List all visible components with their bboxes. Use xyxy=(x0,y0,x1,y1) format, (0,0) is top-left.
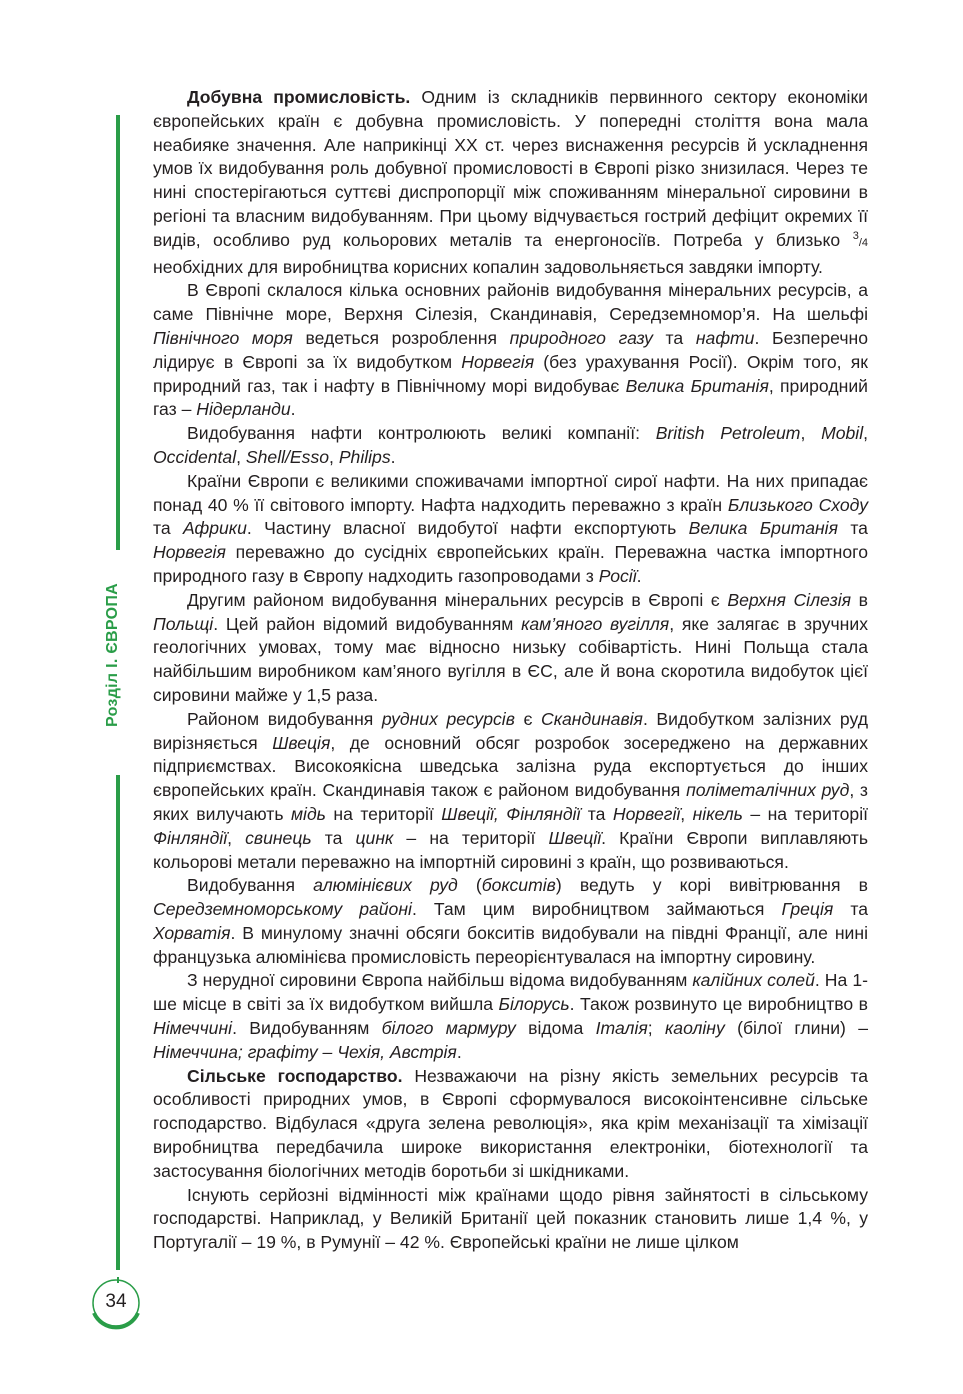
italic-term: Occidental xyxy=(153,446,237,467)
text-run: , xyxy=(329,446,339,467)
text-run: . Частину власної видобутої нафти експортують xyxy=(246,518,689,539)
heading-agriculture: Сільське господарство. xyxy=(187,1065,403,1086)
text-run: та xyxy=(833,899,868,920)
italic-term: Норвегія xyxy=(153,542,226,563)
text-run: Районом видобування xyxy=(187,708,382,729)
paragraph-mining-regions xyxy=(153,279,868,422)
fraction-numerator: 3 xyxy=(852,229,859,242)
paragraph-agriculture xyxy=(153,1065,868,1184)
italic-term: Велика Британія xyxy=(625,375,769,396)
text-run: Незважаючи на різну якість земельних ресурсів та особливості природних умов, в Європі сформувалося високоінтенсивне сільське господарство. Відбулася «друга зелена революція», яка крім механізації та хімізації виробництва передбачила широке використання електроніки, біотехнології та застосування біологічних методів боротьби зі шкідниками. xyxy=(153,1065,868,1181)
text-run: . Також розвинуто це виробництво в xyxy=(569,994,868,1015)
text-run: та xyxy=(580,803,613,824)
italic-term: British Petroleum xyxy=(655,423,801,444)
heading-mining: Добувна промисловість. xyxy=(187,87,411,107)
italic-term: Білорусь xyxy=(498,994,570,1015)
text-run: необхідних для виробництва корисних копалин задовольняється завдяки імпорту. xyxy=(153,256,823,277)
text-run: та xyxy=(311,827,356,848)
italic-term: Philips xyxy=(338,446,391,467)
italic-term: Фінляндії xyxy=(153,827,228,848)
text-run: та xyxy=(652,327,696,348)
italic-term: Швеції xyxy=(548,827,602,848)
italic-term: білого мармуру xyxy=(381,1018,516,1039)
text-run: в xyxy=(851,589,868,610)
text-run: В Європі склалося кілька основних районів видобування мінеральних ресурсів, а саме Північне море, Верхня Сілезія, Скандинавія, Середземномор’я. На шельфі xyxy=(153,280,868,325)
text-run: . На 1-ше місце в світі за їх видобутком вийшла xyxy=(153,970,868,1015)
paragraph-mining-industry xyxy=(153,86,868,279)
italic-term: цинк xyxy=(355,827,394,848)
paragraph-scandinavia xyxy=(153,708,868,875)
italic-term: Нідерланди xyxy=(196,399,291,420)
text-run: відома xyxy=(515,1018,596,1039)
text-run: . Там цим виробництвом займаються xyxy=(411,899,782,920)
text-run: переважно до сусідніх європейських країн. Переважна частка імпортного природного газу в Європу надходить газопроводами з xyxy=(153,542,868,586)
text-run: . xyxy=(290,399,296,420)
text-run: Одним із складників первинного сектору економіки європейських країн є добувна промисловість. У попередні століття вона мала неабияке значення. Але наприкінці XX ст. через виснаження ресурсів й ускладнення умов їх видобування роль добувної промисловості в Європі різко знизилася. Через те нині спостерігаються суттєві диспропорції між споживанням мінеральної сировини в регіоні та власним видобуванням. При цьому відчувається гострий дефіцит окремих її видів, особливо руд кольорових металів та енергоносіїв. Потреба у близько xyxy=(153,87,868,250)
text-run: ( xyxy=(457,875,482,896)
fraction-three-quarters xyxy=(852,229,868,249)
paragraph-oil-companies xyxy=(153,422,868,470)
text-run: , xyxy=(236,446,246,467)
italic-term: Середземноморському районі xyxy=(153,899,412,920)
text-run: , яке залягає в зручних геологічних умовах, тому має відносно низьку собівартість. Нині Польща стала найбільшим виробником кам’яного вугілля в ЄС, але й вона скоротила видобуток цієї сировини майже у 1,5 раза. xyxy=(153,613,868,705)
italic-term: поліметалічних руд xyxy=(686,780,850,801)
page-number: 34 xyxy=(105,1291,127,1312)
italic-term: природного газу xyxy=(509,327,653,348)
paragraph-silesia xyxy=(153,589,868,708)
text-run: – на території xyxy=(393,827,549,848)
italic-term: мідь xyxy=(290,803,326,824)
text-run: , з яких вилучають xyxy=(153,780,868,824)
italic-term: Хорватія xyxy=(153,922,231,943)
text-run: . xyxy=(636,565,642,586)
italic-term: Польщі xyxy=(153,613,214,634)
text-run: . Цей район відомий видобуванням xyxy=(213,613,522,634)
text-run: Країни Європи є великими споживачами імпортної сирої нафти. На них припадає понад 40 % її світового імпорту. Нафта надходить переважно з країн xyxy=(153,470,868,515)
text-run: . Видобуванням xyxy=(232,1018,382,1039)
text-run: Видобування нафти контролюють великі компанії: xyxy=(187,423,656,444)
text-run: є xyxy=(514,708,541,729)
text-run: ) ведуть у корі вивітрювання в xyxy=(555,875,868,896)
paragraph-nonmetallic xyxy=(153,969,868,1064)
section-label: Розділ І. ЄВРОПА xyxy=(104,582,121,727)
italic-term: Велика Британія xyxy=(688,518,838,539)
text-run: , xyxy=(227,827,246,848)
italic-term: Північного моря xyxy=(153,327,293,348)
italic-term: Shell/Esso xyxy=(245,446,330,467)
text-run: , де основний обсяг розробок зосереджено на державних підприємствах. Високоякісна шведська залізна руда експортується до інших європейських країн. Скандинавія також є районом видобування xyxy=(153,732,868,801)
italic-term: Швеція xyxy=(272,732,331,753)
text-run: ведеться розроблення xyxy=(292,327,510,348)
text-run: Другим районом видобування мінеральних ресурсів в Європі є xyxy=(187,589,728,610)
italic-term: свинець xyxy=(245,827,312,848)
italic-term: Норвегії xyxy=(612,803,681,824)
italic-term: Росії xyxy=(598,565,637,586)
italic-term: Близького Сходу xyxy=(727,494,868,515)
text-run: Видобування xyxy=(187,875,314,896)
text-run: – на території xyxy=(742,803,868,824)
italic-term: нікель xyxy=(692,803,743,824)
italic-term: Норвегія xyxy=(461,351,535,372)
italic-term: Німеччині xyxy=(153,1018,233,1039)
text-run: (без урахування Росії). Окрім того, як природний газ, так і нафту в Північному морі видобуває xyxy=(153,351,868,396)
text-run: . Країни Європи виплавляють кольорові метали переважно на імпортній сировині з країн, що розвиваються. xyxy=(153,827,869,872)
italic-term: бокситів xyxy=(481,875,556,896)
text-run: Існують серйозні відмінності між країнами щодо рівня зайнятості в сільському господарстві. Наприклад, у Великій Британії цей показник становить лише 1,4 %, у Португалії – 19 %, в Румунії – 42 %. Європейські країни не лише цілком xyxy=(153,1184,868,1253)
text-run: та xyxy=(837,518,868,539)
section-rail-top xyxy=(116,115,120,550)
italic-term: Німеччина; графіту – Чехія, Австрія xyxy=(153,1041,457,1062)
italic-term: Верхня Сілезія xyxy=(727,589,852,610)
italic-term: нафти xyxy=(695,327,755,348)
text-run: . xyxy=(456,1041,462,1062)
italic-term: кам’яного вугілля xyxy=(521,613,670,634)
italic-term: алюмінієвих руд xyxy=(313,875,458,896)
italic-term: Африки xyxy=(182,518,247,539)
text-run: (білої глини) – xyxy=(724,1018,868,1039)
text-run: , xyxy=(863,423,869,444)
text-run: З нерудної сировини Європа найбільш відома видобуванням xyxy=(187,970,693,991)
italic-term: каоліну xyxy=(664,1018,725,1039)
paragraph-oil-imports xyxy=(153,470,868,589)
text-run: , xyxy=(680,803,693,824)
text-run: ; xyxy=(647,1018,665,1039)
italic-term: Італія xyxy=(595,1018,648,1039)
italic-term: калійних солей xyxy=(692,970,815,991)
fraction-denominator: /4 xyxy=(858,236,868,249)
italic-term: Скандинавія xyxy=(541,708,643,729)
italic-term: Швеції, Фінляндії xyxy=(441,803,581,824)
paragraph-employment xyxy=(153,1184,868,1255)
text-run: та xyxy=(153,518,183,539)
paragraph-bauxite xyxy=(153,874,868,969)
text-run: . Видобутком залізних руд вирізняється xyxy=(153,708,868,753)
italic-term: Греція xyxy=(781,899,834,920)
text-run: . В минулому значні обсяги бокситів видобували на півдні Франції, але нині французька алюмінієва промисловість переорієнтувалася на імпортну сировину. xyxy=(153,922,868,967)
text-run: , природний газ – xyxy=(153,375,868,420)
text-run: на території xyxy=(325,803,442,824)
section-rail-bottom xyxy=(116,775,120,1270)
italic-term: рудних ресурсів xyxy=(381,708,515,729)
italic-term: Mobil xyxy=(821,423,864,444)
text-run: . xyxy=(390,446,396,467)
body-text xyxy=(153,86,868,1255)
text-run: . Безперечно лідирує в Європі за їх видобутком xyxy=(153,327,868,372)
text-run: , xyxy=(800,423,822,444)
